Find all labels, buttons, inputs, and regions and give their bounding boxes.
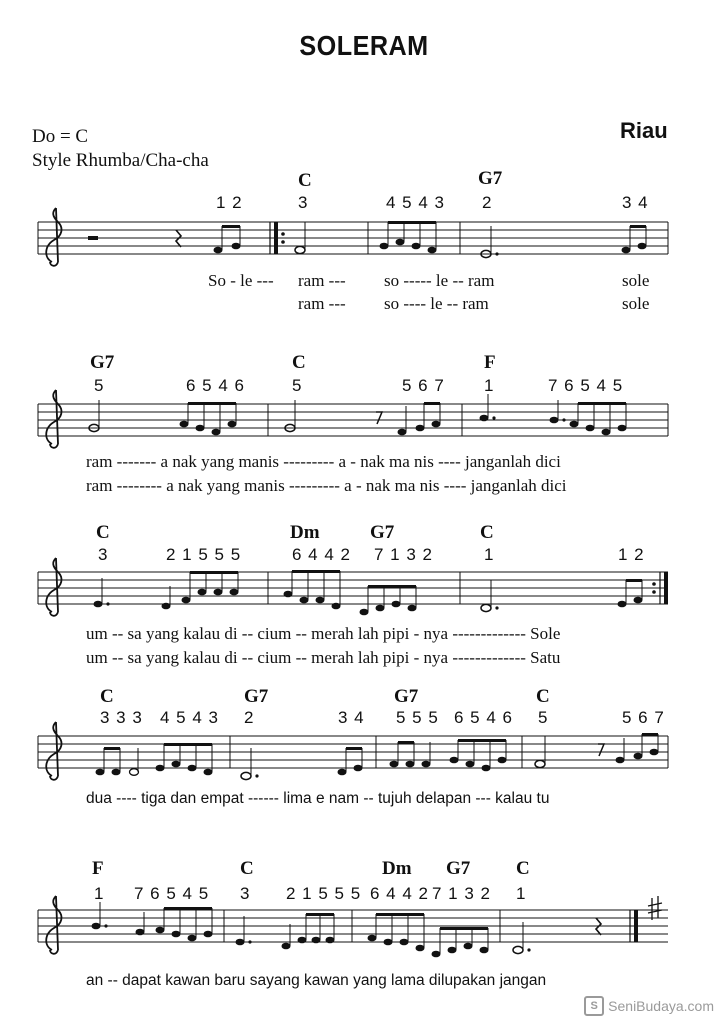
- number-notation: 2 1 5 5 5: [166, 545, 242, 564]
- number-notation: 5: [94, 376, 105, 395]
- lyric-line-1: So - le ---: [208, 271, 274, 290]
- chord-label: F: [484, 352, 496, 373]
- number-notation: 1: [484, 376, 495, 395]
- number-notation: 2: [244, 708, 255, 727]
- number-notation: 4 5 4 3: [386, 193, 445, 212]
- number-notation: 6 4 4 2: [370, 884, 429, 903]
- key-signature-text: Do = C: [32, 126, 89, 147]
- chord-label: C: [240, 858, 254, 879]
- chord-label: G7: [90, 352, 115, 373]
- chord-label: C: [298, 170, 312, 191]
- chord-label: C: [480, 522, 494, 543]
- chord-label: C: [100, 686, 114, 707]
- lyric-line-1: sole: [622, 271, 650, 290]
- number-notation: 1 2: [216, 193, 243, 212]
- lyric-line-2: um -- sa yang kalau di -- cium -- merah lah pipi - nya ------------- Satu: [86, 648, 561, 667]
- number-notation: 1: [484, 545, 495, 564]
- region-text: Riau: [620, 118, 668, 143]
- number-notation: 3 3 3: [100, 708, 143, 727]
- number-notation: 2: [482, 193, 493, 212]
- chord-label: G7: [244, 686, 269, 707]
- chord-label: C: [536, 686, 550, 707]
- chord-label: G7: [446, 858, 471, 879]
- song-title: SOLERAM: [299, 30, 429, 61]
- chord-label: C: [516, 858, 530, 879]
- chord-label: C: [96, 522, 110, 543]
- number-notation: 3: [98, 545, 109, 564]
- number-notation: 7 6 5 4 5: [548, 376, 624, 395]
- number-notation: 7 6 5 4 5: [134, 884, 210, 903]
- number-notation: 6 5 4 6: [454, 708, 513, 727]
- lyric-line-1: um -- sa yang kalau di -- cium -- merah lah pipi - nya ------------- Sole: [86, 624, 561, 643]
- number-notation: 5 5 5: [396, 708, 439, 727]
- number-notation: 3 4: [338, 708, 365, 727]
- lyric-line-2: ram ---: [298, 294, 346, 313]
- number-notation: 5: [538, 708, 549, 727]
- lyric-line-2: so ---- le -- ram: [384, 294, 489, 313]
- lyric-line-1: so ----- le -- ram: [384, 271, 495, 290]
- number-notation: 3: [298, 193, 309, 212]
- number-notation: 4 5 4 3: [160, 708, 219, 727]
- style-text: Style Rhumba/Cha-cha: [32, 150, 209, 171]
- chord-label: F: [92, 858, 104, 879]
- lyric-line-1: ram ---: [298, 271, 346, 290]
- chord-label: Dm: [290, 522, 320, 543]
- chord-label: C: [292, 352, 306, 373]
- watermark: [584, 996, 714, 1016]
- chord-label: G7: [370, 522, 395, 543]
- number-notation: 7 1 3 2: [432, 884, 491, 903]
- number-notation: 1: [94, 884, 105, 903]
- number-notation: 1: [516, 884, 527, 903]
- watermark-text: SeniBudaya.com: [608, 998, 714, 1014]
- number-notation: 5 6 7: [402, 376, 445, 395]
- number-notation: 6 4 4 2: [292, 545, 351, 564]
- number-notation: 5: [292, 376, 303, 395]
- treble-clef-icon: [46, 896, 61, 954]
- logo-icon: S: [584, 996, 604, 1016]
- lyric-line-1: an -- dapat kawan baru sayang kawan yang lama dilupakan jangan: [86, 972, 547, 989]
- number-notation: 7 1 3 2: [374, 545, 433, 564]
- chord-label: Dm: [382, 858, 412, 879]
- number-notation: 5 6 7: [622, 708, 665, 727]
- number-notation: 1 2: [618, 545, 645, 564]
- lyric-line-2: ram -------- a nak yang manis --------- a - nak ma nis ---- janganlah dici: [86, 476, 567, 495]
- lyric-line-1: ram ------- a nak yang manis --------- a - nak ma nis ---- janganlah dici: [86, 452, 561, 471]
- number-notation: 6 5 4 6: [186, 376, 245, 395]
- chord-label: G7: [478, 168, 503, 189]
- chord-label: G7: [394, 686, 419, 707]
- number-notation: 2 1 5 5 5: [286, 884, 362, 903]
- lyric-line-2: sole: [622, 294, 650, 313]
- lyric-line-1: dua ---- tiga dan empat ------ lima e nam -- tujuh delapan --- kalau tu: [86, 790, 550, 807]
- sharp-sign-icon: [648, 896, 662, 920]
- number-notation: 3: [240, 884, 251, 903]
- number-notation: 3 4: [622, 193, 649, 212]
